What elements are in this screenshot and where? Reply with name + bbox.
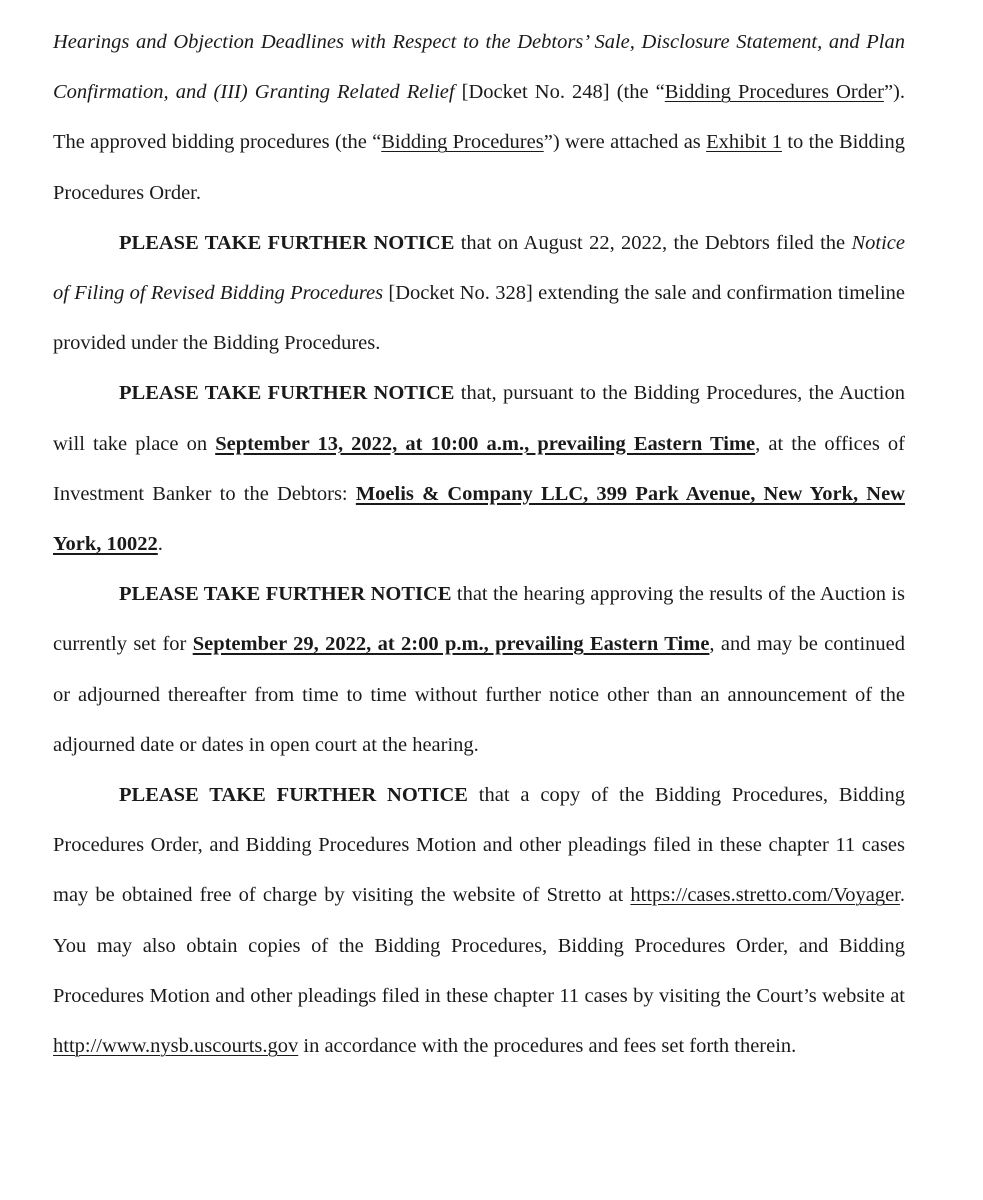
p4-text-2: , and may be continued or adjourned thereafter from time to time without further notice other than an announcement of the adjourned date or dates in open court at the hearing. — [53, 633, 905, 756]
order-title-italic: Hearings and Objection Deadlines with Respect to the Debtors’ Sale, Disclosure Statement, and Plan Confirmation, and (III) Granting Related Relief — [53, 31, 905, 104]
exhibit-reference: Exhibit 1 — [706, 131, 783, 154]
notice-lead: PLEASE TAKE FURTHER NOTICE — [119, 784, 468, 807]
paragraph-bidding-procedures-order — [53, 17, 905, 218]
p5-text-1: that a copy of the Bidding Procedures, Bidding Procedures Order, and Bidding Procedures Motion and other pleadings filed in these chapter 11 cases may be obtained free of charge by visiting the website of Stretto at — [53, 784, 905, 907]
auction-date: September 13, 2022, at 10:00 a.m., prevailing Eastern Time — [215, 432, 756, 455]
p5-text-2: . You may also obtain copies of the Bidding Procedures, Bidding Procedures Order, and Bidding Procedures Motion and other pleadings filed in these chapter 11 cases by visiting the Court’s website at — [53, 884, 905, 1007]
hearing-date: September 29, 2022, at 2:00 p.m., prevailing Eastern Time — [192, 633, 710, 656]
term-bidding-procedures: Bidding Procedures — [381, 131, 544, 154]
p3-text-2: , at the offices of Investment Banker to the Debtors: — [53, 432, 905, 505]
paragraph-sale-hearing — [53, 569, 905, 770]
notice-lead: PLEASE TAKE FURTHER NOTICE — [119, 382, 455, 405]
paragraph-copies — [53, 770, 905, 1071]
notice-lead: PLEASE TAKE FURTHER NOTICE — [119, 583, 452, 606]
notice-lead: PLEASE TAKE FURTHER NOTICE — [119, 231, 455, 254]
p1-text-2: ”). The approved bidding procedures (the “ — [53, 81, 905, 154]
notice-title-italic: Notice of Filing of Revised Bidding Procedures — [53, 231, 905, 305]
paragraph-auction — [53, 368, 905, 569]
court-website-link[interactable]: http://www.nysb.uscourts.gov — [53, 1035, 299, 1058]
auction-address: Moelis & Company LLC, 399 Park Avenue, New York, New York, 10022 — [53, 482, 905, 556]
paragraph-revised-bidding-procedures — [53, 218, 905, 369]
term-bidding-procedures-order: Bidding Procedures Order — [664, 81, 884, 104]
p1-text-3: ”) were attached as — [543, 131, 707, 154]
stretto-link[interactable]: https://cases.stretto.com/Voyager — [630, 884, 900, 907]
p2-text-1: that on August 22, 2022, the Debtors filed the — [454, 231, 852, 254]
p3-text-3: . — [157, 533, 163, 556]
p3-text-1: that, pursuant to the Bidding Procedures, the Auction will take place on — [53, 382, 905, 455]
p2-text-2: [Docket No. 328] extending the sale and confirmation timeline provided under the Bidding Procedures. — [53, 282, 905, 355]
document-page — [53, 17, 905, 1071]
p1-text-4: to the Bidding Procedures Order. — [53, 131, 906, 204]
p1-text-1: [Docket No. 248] (the “ — [454, 81, 665, 104]
p5-text-3: in accordance with the procedures and fees set forth therein. — [298, 1035, 797, 1058]
p4-text-1: that the hearing approving the results of the Auction is currently set for — [53, 583, 905, 656]
